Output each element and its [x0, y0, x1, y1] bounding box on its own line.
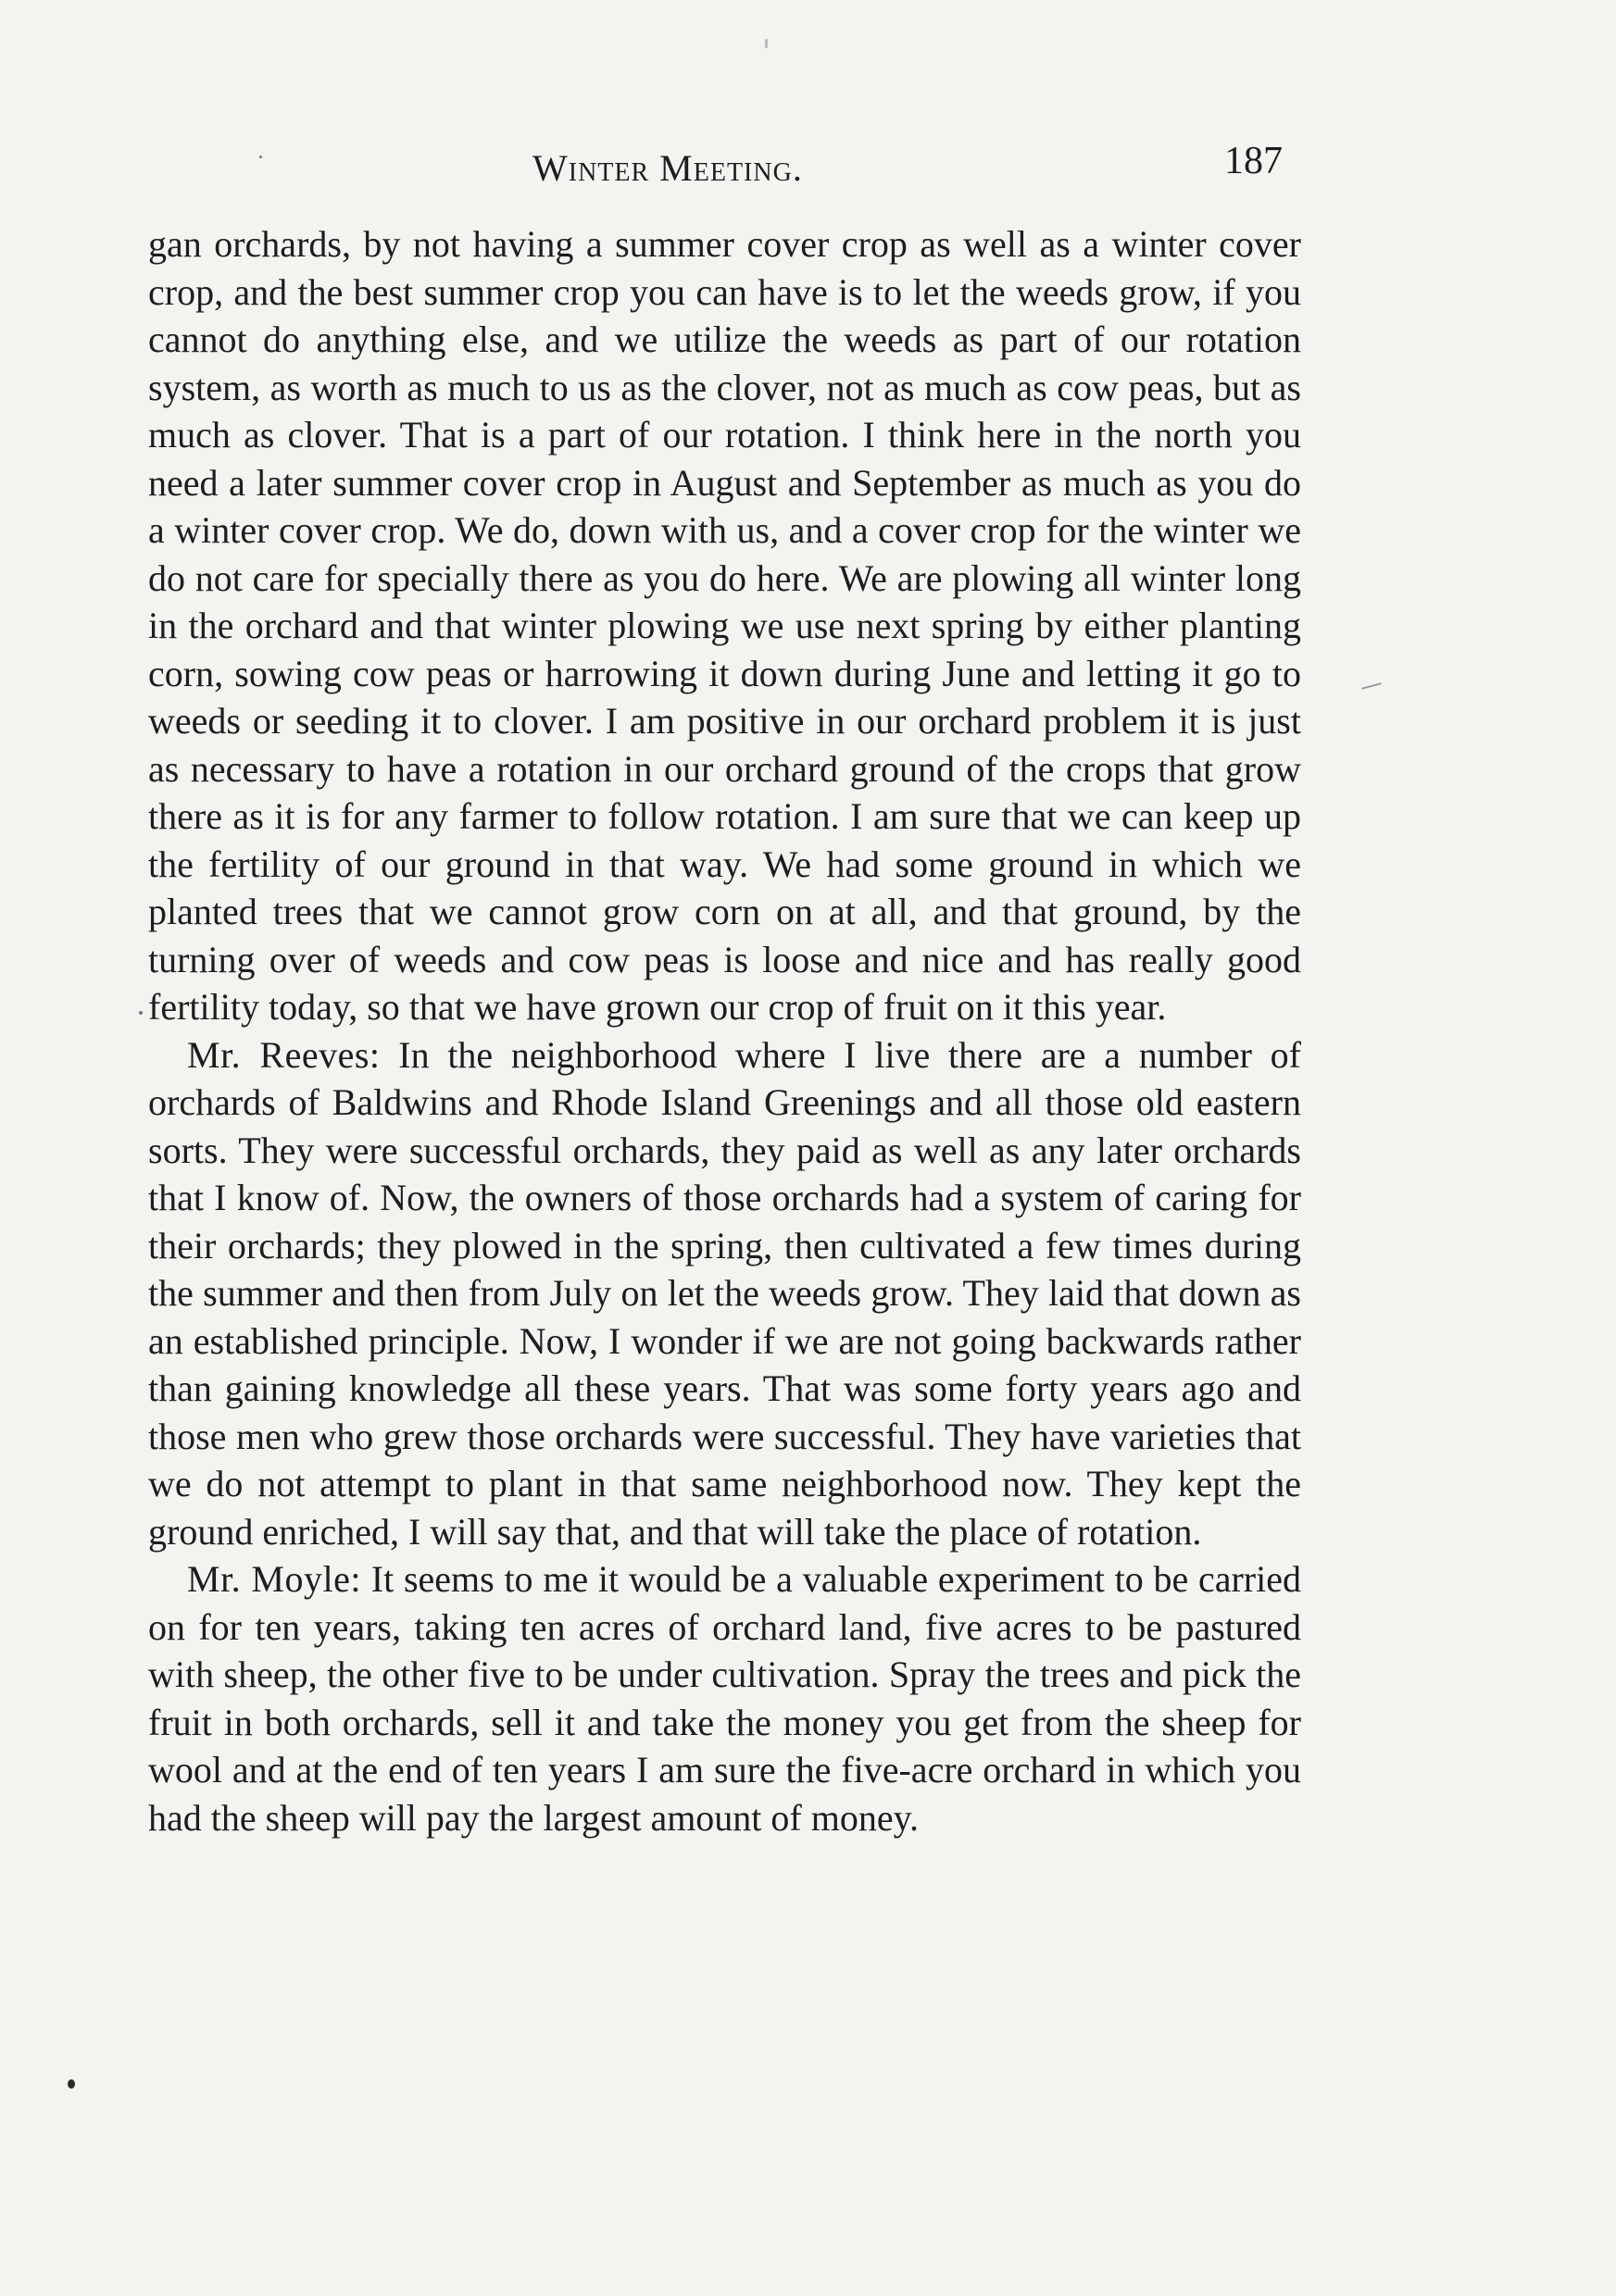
running-head	[134, 139, 1283, 194]
body-text	[148, 220, 1301, 1841]
paragraph-moyle	[148, 1555, 1301, 1841]
paper-speck	[1361, 682, 1382, 690]
speaker-label: Mr. Moyle:	[187, 1558, 361, 1600]
paragraph-text: gan orchards, by not having a summer cover crop as well as a winter cover crop, and the best summer crop you can have is to let the weeds grow, if you cannot do anything else, and we utilize the weeds as part of our rotation system, as worth as much to us as the clover, not as much as cow peas, but as much as clover. That is a part of our rotation. I think here in the north you need a later summer cover crop in August and September as much as you do a winter cover crop. We do, down with us, and a cover crop for the winter we do not care for specially there as you do here. We are plowing all winter long in the orchard and that winter plowing we use next spring by either planting corn, sowing cow peas or harrowing it down during June and letting it go to weeds or seeding it to clover. I am positive in our orchard problem it is just as necessary to have a rotation in our orchard ground of the crops that grow there as it is for any farmer to follow rotation. I am sure that we can keep up the fertility of our ground in that way. We had some ground in which we planted trees that we cannot grow corn on at all, and that ground, by the turning over of weeds and cow peas is loose and nice and has really good fertility today, so that we have grown our crop of fruit on it this year.	[148, 223, 1301, 1028]
paper-speck	[139, 1011, 143, 1015]
page-number: 187	[1224, 140, 1283, 182]
speaker-label: Mr. Reeves:	[187, 1033, 381, 1076]
paragraph-reeves	[148, 1031, 1301, 1556]
running-title: Winter Meeting.	[532, 147, 803, 189]
paragraph-text: In the neighborhood where I live there are a number of orchards of Baldwins and Rhode Island Greenings and all those old eastern sorts. They were successful orchards, they paid as well as any later orchards that I know of. Now, the owners of those orchards had a system of caring for their orchards; they plowed in the spring, then cultivated a few times during the summer and then from July on let the weeds grow. They laid that down as an established principle. Now, I wonder if we are not going backwards rather than gaining knowledge all these years. That was some forty years ago and those men who grew those orchards were successful. They have varieties that we do not attempt to plant in that same neighborhood now. They kept the ground enriched, I will say that, and that will take the place of rotation.	[148, 1033, 1301, 1553]
paragraph-continuation	[148, 220, 1301, 1031]
margin-ink-dot	[68, 2079, 75, 2089]
paper-speck	[765, 39, 768, 48]
paper-speck	[259, 156, 262, 158]
paragraph-text: It seems to me it would be a valuable experiment to be carried on for ten years, taking ten acres of orchard land, five acres to be pastured with sheep, the other five to be under cultivation. Spray the trees and pick the fruit in both orchards, sell it and take the money you get from the sheep for wool and at the end of ten years I am sure the five-acre orchard in which you had the sheep will pay the largest amount of money.	[148, 1558, 1301, 1839]
